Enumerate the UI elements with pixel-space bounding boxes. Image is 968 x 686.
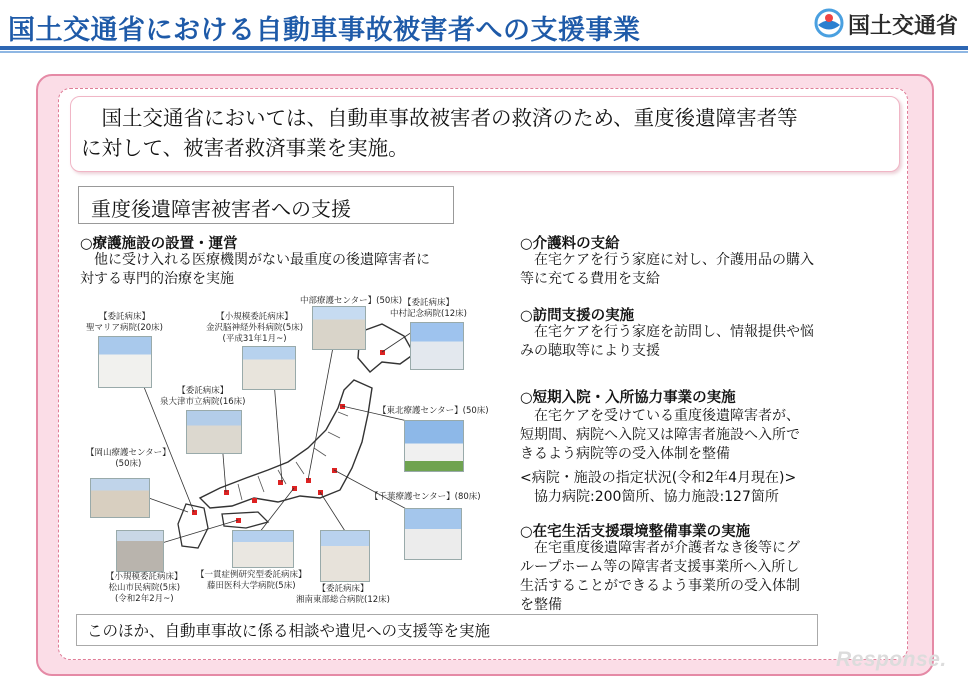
- photo-kanazawa: [242, 346, 296, 390]
- intro-text: [81, 103, 893, 163]
- title-divider-light: [0, 51, 968, 53]
- label-nakamura: 【委託病床】 中村記念病院(12床): [390, 298, 467, 319]
- houmon-line-2: みの聴取等により支援: [520, 343, 660, 359]
- zaitaku-line-1: 在宅重度後遺障害者が介護者なき後等にグ: [520, 540, 800, 556]
- zaitaku-line-2: ループホーム等の障害者支援事業所へ入所し: [520, 559, 800, 575]
- ryogo-line-1: 他に受け入れる医療機関がない最重度の後遺障害者に: [80, 252, 430, 268]
- label-chiba: 【千葉療護センター】(80床): [370, 492, 481, 502]
- intro-line-2: に対して、被害者救済事業を実施。: [81, 136, 409, 160]
- shikoku-shape: [222, 512, 268, 528]
- kaigo-heading: ○介護料の支給: [520, 236, 620, 252]
- ryogo-line-2: 対する専門的治療を実施: [80, 271, 234, 287]
- photo-shonan: [320, 530, 370, 582]
- photo-fujita: [232, 530, 294, 568]
- response-watermark: Response.: [836, 648, 947, 671]
- photo-okayama: [90, 478, 150, 518]
- tanki-heading: ○短期入院・入所協力事業の実施: [520, 390, 736, 406]
- houmon-line-1: 在宅ケアを行う家庭を訪問し、情報提供や悩: [520, 324, 814, 340]
- label-okayama: 【岡山療護センター】 (50床): [86, 448, 171, 469]
- label-chubu: 中部療護センター】(50床): [300, 296, 403, 306]
- tanki-line-2: 短期間、病院へ入院又は障害者施設へ入所で: [520, 427, 800, 443]
- zaitaku-heading: ○在宅生活支援環境整備事業の実施: [520, 524, 751, 540]
- section-title: 重度後遺障害被害者への支援: [91, 197, 351, 221]
- tanki-line-3: きるよう病院等の受入体制を整備: [520, 446, 730, 462]
- photo-tohoku: [404, 420, 464, 472]
- label-seimaria: 【委託病床】 聖マリア病院(20床): [86, 312, 163, 333]
- label-kanazawa: 【小規模委託病床】 金沢脳神経外科病院(5床) (平成31年1月~): [206, 312, 304, 344]
- houmon-heading: ○訪問支援の実施: [520, 308, 635, 324]
- kaigo-line-2: 等に充てる費用を支給: [520, 271, 660, 287]
- label-matsuyama: 【小規模委託病床】 松山市民病院(5床) (令和2年2月~): [106, 572, 183, 604]
- logo-text: 国土交通省: [848, 14, 959, 39]
- additional-support-text: このほか、自動車事故に係る相談や遺児への支援等を実施: [87, 622, 491, 640]
- mlit-logo: [812, 6, 962, 42]
- label-fujita: 【一貫症例研究型委託病床】 藤田医科大学病院(5床): [196, 570, 307, 591]
- zaitaku-line-4: を整備: [520, 597, 562, 613]
- kaigo-line-1: 在宅ケアを行う家庭に対し、介護用品の購入: [520, 252, 814, 268]
- tanki-line-1: 在宅ケアを受けている重度後遺障害者が、: [520, 408, 800, 424]
- photo-seimaria: [98, 336, 152, 388]
- intro-line-1: 国土交通省においては、自動車事故被害者の救済のため、重度後遺障害者等: [81, 106, 798, 130]
- tanki-counts: 協力病院:200箇所、協力施設:127箇所: [520, 489, 779, 505]
- label-shonan: 【委託病床】 湘南東部総合病院(12床): [296, 584, 390, 605]
- photo-matsuyama: [116, 530, 164, 572]
- page-title: 国土交通省における自動車事故被害者への支援事業: [8, 15, 641, 46]
- title-divider: [0, 46, 968, 50]
- zaitaku-line-3: 生活することができるよう事業所の受入体制: [520, 578, 800, 594]
- section-title-box: [78, 186, 454, 224]
- label-tohoku: 【東北療護センター】(50床): [378, 406, 489, 416]
- photo-chiba: [404, 508, 462, 560]
- photo-nakamura: [410, 322, 464, 370]
- tanki-status: <病院・施設の指定状況(令和2年4月現在)>: [520, 470, 797, 486]
- mlit-logo-icon: [814, 8, 844, 38]
- photo-chubu: [312, 306, 366, 350]
- additional-support-box: [76, 614, 818, 646]
- label-izumiotsu: 【委託病床】 泉大津市立病院(16床): [160, 386, 246, 407]
- hokkaido-shape: [358, 324, 414, 372]
- intro-box: [70, 96, 900, 172]
- ryogo-heading: ○療護施設の設置・運営: [80, 236, 238, 252]
- photo-izumiotsu: [186, 410, 242, 454]
